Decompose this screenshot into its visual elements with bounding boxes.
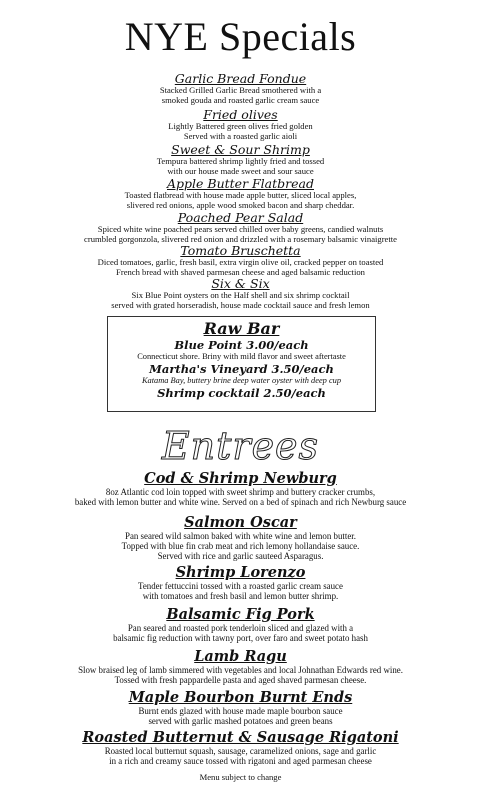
item-desc-line: served with garlic mashed potatoes and green beans	[148, 716, 333, 726]
item-desc-line: Tender fettuccini tossed with a roasted garlic cream sauce	[138, 581, 343, 591]
item-name: Roasted Butternut & Sausage Rigatoni	[82, 729, 399, 746]
item-desc-line: Tossed with fresh pappardelle pasta and aged shaved parmesan cheese.	[114, 675, 367, 685]
menu-item	[0, 648, 481, 685]
item-desc-line: Served with rice and garlic sauteed Asparagus.	[157, 551, 324, 561]
item-name: Tomato Bruschetta	[180, 243, 301, 258]
raw-bar-item-name: Shrimp cocktail 2.50/each	[157, 386, 326, 400]
menu-item	[0, 108, 481, 141]
entrees-heading: Entrees	[161, 424, 320, 468]
item-name: Fried olives	[203, 107, 278, 122]
item-desc-line: French bread with shaved parmesan cheese and aged balsamic reduction	[116, 266, 365, 277]
item-name: Maple Bourbon Burnt Ends	[128, 689, 353, 706]
item-name: Cod & Shrimp Newburg	[144, 470, 337, 487]
item-desc-line: with our house made sweet and sour sauce	[167, 165, 314, 176]
item-desc-line: crumbled gorgonzola, slivered red onion and drizzled with a rosemary balsamic vinaigrette	[84, 233, 397, 244]
menu-item	[0, 564, 481, 601]
item-desc-line: with tomatoes and fresh basil and lemon butter shrimp.	[142, 591, 339, 601]
item-desc-line: balsamic fig reduction with tawny port, over faro and sweet potato hash	[113, 633, 368, 643]
item-desc-line: Tempura battered shrimp lightly fried and tossed	[156, 156, 325, 166]
menu-item	[0, 689, 481, 726]
item-desc-line: Topped with blue fin crab meat and rich lemony hollandaise sauce.	[121, 541, 360, 551]
raw-bar-title: Raw Bar	[203, 319, 280, 338]
menu-item	[0, 143, 481, 176]
menu-item	[0, 606, 481, 643]
item-name: Sweet & Sour Shrimp	[171, 142, 310, 157]
item-name: Salmon Oscar	[184, 514, 297, 531]
menu-item	[0, 514, 481, 561]
item-name: Six & Six	[211, 276, 270, 291]
item-desc-line: Stacked Grilled Garlic Bread smothered with a	[159, 85, 322, 95]
item-name: Poached Pear Salad	[177, 210, 304, 225]
item-desc-line: Spiced white wine poached pears served chilled over baby greens, candied walnuts	[97, 224, 384, 234]
item-desc-line: Pan seared and roasted pork tenderloin sliced and glazed with a	[127, 623, 354, 633]
item-desc-line: served with grated horseradish, house made cocktail sauce and fresh lemon	[111, 299, 370, 310]
item-desc-line: slivered red onions, apple wood smoked bacon and sharp cheddar.	[126, 199, 355, 210]
item-desc-line: Served with a roasted garlic aioli	[183, 130, 298, 141]
item-desc-line: smoked gouda and roasted garlic cream sauce	[161, 94, 320, 105]
menu-item	[0, 244, 481, 277]
raw-bar-item-name: Martha's Vineyard 3.50/each	[149, 362, 334, 376]
page-title: NYE Specials	[124, 14, 357, 59]
menu-item	[0, 729, 481, 766]
item-desc-line: Toasted flatbread with house made apple butter, sliced local apples,	[124, 190, 357, 200]
item-desc-line: Pan seared wild salmon baked with white wine and lemon butter.	[125, 531, 356, 541]
item-desc-line: Lightly Battered green olives fried golden	[168, 121, 313, 131]
menu-item	[0, 470, 481, 507]
raw-bar-item-desc: Katama Bay, buttery brine deep water oyster with deep cup	[141, 376, 342, 385]
item-desc-line: Slow braised leg of lamb simmered with vegetables and local Johnathan Edwards red wine.	[78, 665, 403, 675]
menu-item	[0, 72, 481, 105]
menu-item	[0, 211, 481, 244]
item-name: Shrimp Lorenzo	[175, 564, 306, 581]
item-desc-line: baked with lemon butter and white wine. Served on a bed of spinach and rich Newburg sauce	[74, 497, 407, 507]
menu-item	[0, 277, 481, 310]
item-desc-line: Burnt ends glazed with house made maple bourbon sauce	[138, 706, 343, 716]
item-name: Garlic Bread Fondue	[174, 71, 307, 86]
item-desc-line: Roasted local butternut squash, sausage, caramelized onions, sage and garlic	[104, 746, 377, 756]
item-name: Balsamic Fig Pork	[166, 606, 315, 623]
item-name: Lamb Ragu	[194, 648, 287, 665]
item-desc-line: in a rich and creamy sauce tossed with rigatoni and aged parmesan cheese	[109, 756, 372, 766]
item-desc-line: Six Blue Point oysters on the Half shell and six shrimp cocktail	[131, 290, 350, 300]
menu-item	[0, 177, 481, 210]
item-desc-line: Diced tomatoes, garlic, fresh basil, extra virgin olive oil, cracked pepper on toasted	[97, 257, 384, 267]
raw-bar-item-name: Blue Point 3.00/each	[174, 338, 309, 352]
raw-bar-item-desc: Connecticut shore. Briny with mild flavor and sweet aftertaste	[137, 352, 346, 361]
footer-note: Menu subject to change	[199, 772, 282, 782]
item-desc-line: 8oz Atlantic cod loin topped with sweet shrimp and buttery cracker crumbs,	[105, 487, 376, 497]
raw-bar-box	[107, 316, 376, 412]
item-name: Apple Butter Flatbread	[166, 176, 314, 191]
